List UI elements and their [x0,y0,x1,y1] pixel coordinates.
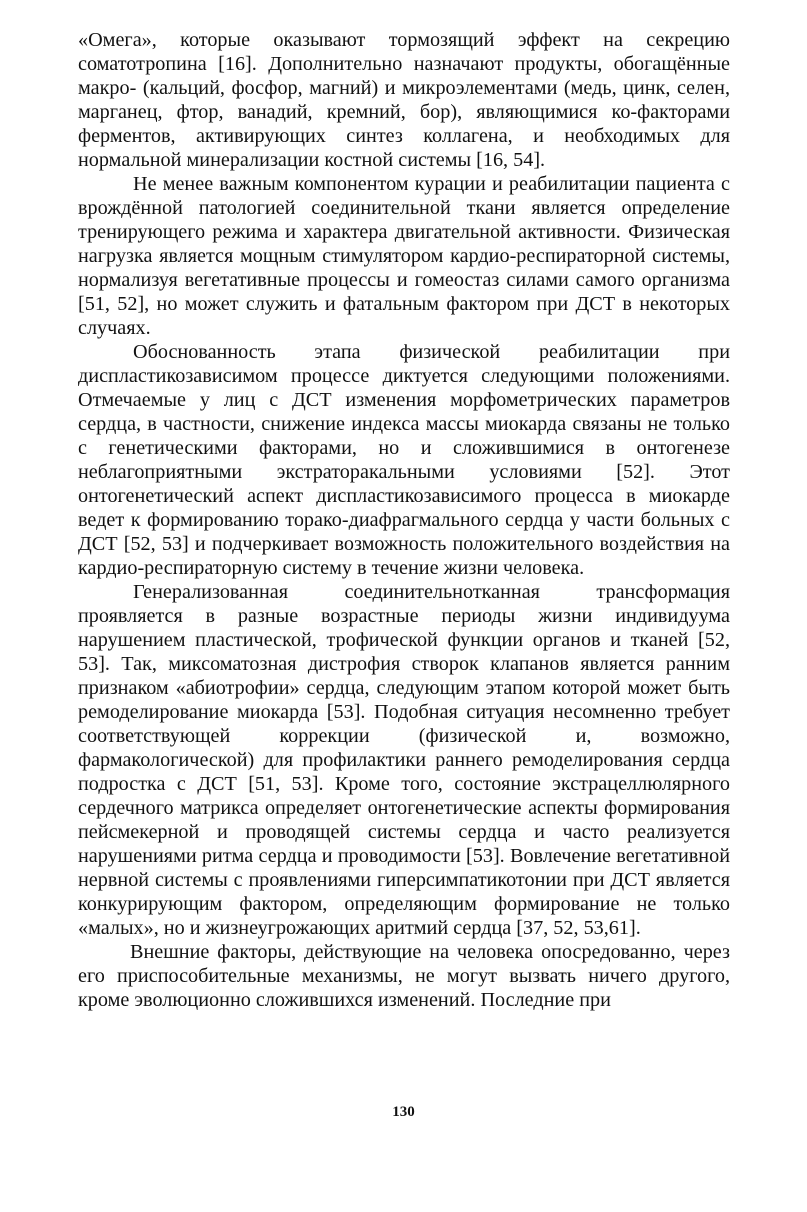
document-body [78,28,730,1012]
page-number: 130 [392,1104,415,1120]
paragraph-5: Внешние факторы, действующие на человека опосредованно, через его приспособительные механизмы, не могут вызвать ничего другого, кроме эволюционно сложившихся изменений. Последние при [78,941,730,1011]
paragraph-1: «Омега», которые оказывают тормозящий эффект на секрецию соматотропина [16]. Дополнительно назначают продукты, обогащённые макро- (кальций, фосфор, магний) и микроэлементами (медь, цинк, селен, марганец, фтор, ванадий, кремний, бор), являющимися ко-факторами ферментов, активирующих синтез коллагена, и необходимых для нормальной минерализации костной системы [16, 54]. [78,29,730,171]
paragraph-4: Генерализованная соединительнотканная трансформация проявляется в разные возрастные периоды жизни индивидуума нарушением пластической, трофической функции органов и тканей [52, 53]. Так, миксоматозная дистрофия створок клапанов является ранним признаком «абиотрофии» сердца, следующим этапом которой может быть ремоделирование миокарда [53]. Подобная ситуация несомненно требует соответствующей коррекции (физической и, возможно, фармакологической) для профилактики раннего ремоделирования сердца подростка с ДСТ [51, 53]. Кроме того, состояние экстрацеллюлярного сердечного матрикса определяет онтогенетические аспекты формирования пейсмекерной и проводящей системы сердца и часто реализуется нарушениями ритма сердца и проводимости [53]. Вовлечение вегетативной нервной системы с проявлениями гиперсимпатикотонии при ДСТ является конкурирующим фактором, определяющим формирование не только «малых», но и жизнеугрожающих аритмий сердца [37, 52, 53,61]. [78,581,730,939]
paragraph-3: Обоснованность этапа физической реабилитации при диспластикозависимом процессе диктуется следующими положениями. Отмечаемые у лиц с ДСТ изменения морфометрических параметров сердца, в частности, снижение индекса массы миокарда связаны не только с генетическими факторами, но и сложившимися в онтогенезе неблагоприятными экстраторакальными условиями [52]. Этот онтогенетический аспект диспластикозависимого процесса в миокарде ведет к формированию торако-диафрагмального сердца у части больных с ДСТ [52, 53] и подчеркивает возможность положительного воздействия на кардио-респираторную систему в течение жизни человека. [78,341,730,579]
paragraph-2: Не менее важным компонентом курации и реабилитации пациента с врождённой патологией соединительной ткани является определение тренирующего режима и характера двигательной активности. Физическая нагрузка является мощным стимулятором кардио-респираторной системы, нормализуя вегетативные процессы и гомеостаз силами самого организма [51, 52], но может служить и фатальным фактором при ДСТ в некоторых случаях. [78,173,730,339]
